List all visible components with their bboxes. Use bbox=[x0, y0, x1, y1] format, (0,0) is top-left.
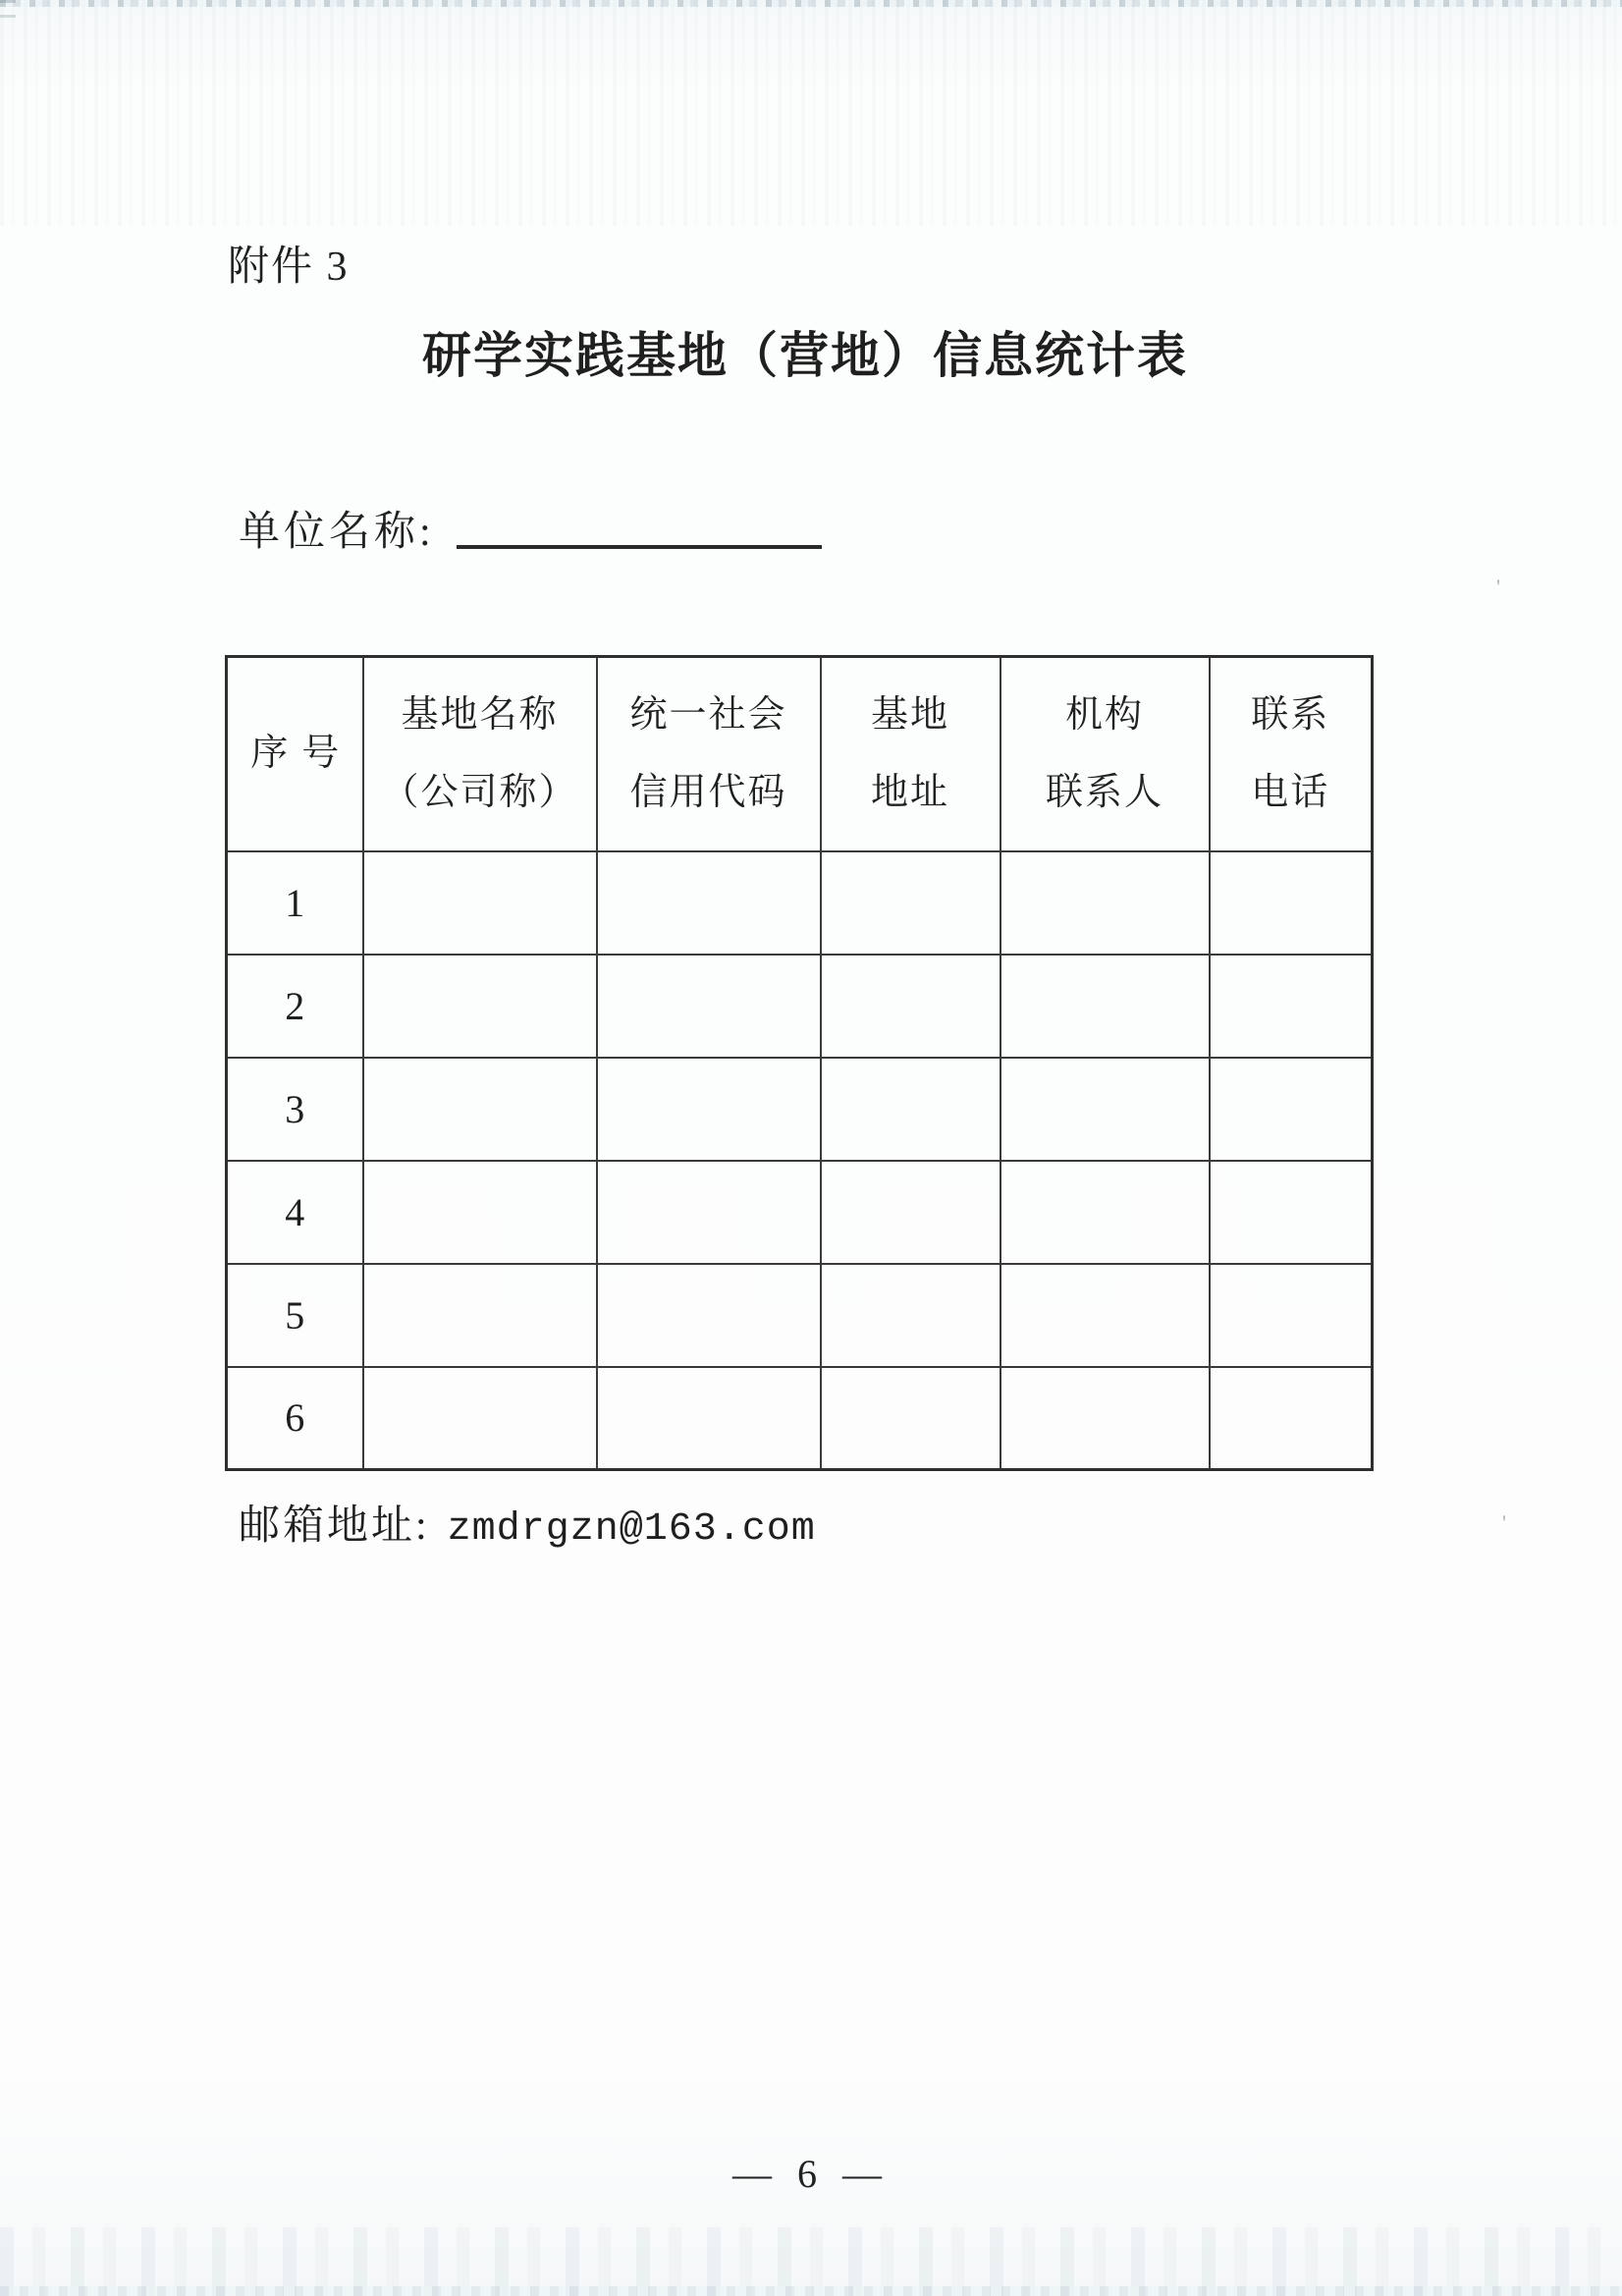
phone-cell bbox=[1210, 1161, 1373, 1264]
scan-texture-top bbox=[0, 0, 1622, 226]
table-row bbox=[227, 1264, 1373, 1367]
info-table-header bbox=[227, 657, 1373, 851]
table-row bbox=[227, 955, 1373, 1058]
header-row bbox=[227, 657, 1373, 851]
seq-cell: 1 bbox=[227, 851, 363, 955]
seq-cell: 2 bbox=[227, 955, 363, 1058]
scan-artifact: ' bbox=[1496, 574, 1500, 599]
credit-code-cell bbox=[597, 1264, 821, 1367]
contact-cell bbox=[1000, 955, 1210, 1058]
contact-cell bbox=[1000, 1367, 1210, 1470]
scan-artifact bbox=[0, 0, 16, 18]
phone-cell bbox=[1210, 1367, 1373, 1470]
document-title: 研学实践基地（营地）信息统计表 bbox=[422, 328, 1188, 383]
info-table-body bbox=[227, 851, 1373, 1470]
scan-artifact: ' bbox=[1502, 1510, 1506, 1535]
seq-cell: 3 bbox=[227, 1058, 363, 1161]
table-row bbox=[227, 1161, 1373, 1264]
scan-edge-bottom bbox=[0, 2286, 1622, 2296]
contact-cell bbox=[1000, 851, 1210, 955]
attachment-label: 附件 3 bbox=[228, 245, 350, 290]
contact-cell bbox=[1000, 1264, 1210, 1367]
page-number: — 6 — bbox=[732, 2152, 890, 2196]
base-name-cell bbox=[363, 955, 597, 1058]
contact-cell bbox=[1000, 1058, 1210, 1161]
email-label: 邮箱地址: bbox=[239, 1503, 430, 1549]
table-row bbox=[227, 1367, 1373, 1470]
table-header-seq: 序号 bbox=[227, 657, 363, 851]
phone-cell bbox=[1210, 1058, 1373, 1161]
contact-cell bbox=[1000, 1161, 1210, 1264]
email-row bbox=[239, 1493, 816, 1552]
base-name-cell bbox=[363, 1058, 597, 1161]
phone-cell bbox=[1210, 955, 1373, 1058]
table-header-contact-phone: 联系 电话 bbox=[1210, 657, 1373, 851]
table-header-contact-person: 机构 联系人 bbox=[1000, 657, 1210, 851]
address-cell bbox=[821, 955, 1000, 1058]
email-address: zmdrgzn@163.com bbox=[447, 1507, 816, 1552]
table-row bbox=[227, 1058, 1373, 1161]
scan-edge-top bbox=[0, 0, 1622, 7]
credit-code-cell bbox=[597, 1367, 821, 1470]
unit-name-label: 单位名称: bbox=[239, 510, 435, 555]
unit-name-blank-line bbox=[457, 504, 822, 549]
base-name-cell bbox=[363, 1264, 597, 1367]
address-cell bbox=[821, 1058, 1000, 1161]
address-cell bbox=[821, 1161, 1000, 1264]
credit-code-cell bbox=[597, 851, 821, 955]
address-cell bbox=[821, 1264, 1000, 1367]
credit-code-cell bbox=[597, 1161, 821, 1264]
table-header-credit-code: 统一社会 信用代码 bbox=[597, 657, 821, 851]
credit-code-cell bbox=[597, 1058, 821, 1161]
base-name-cell bbox=[363, 1367, 597, 1470]
phone-cell bbox=[1210, 1264, 1373, 1367]
seq-cell: 4 bbox=[227, 1161, 363, 1264]
table-row bbox=[227, 851, 1373, 955]
table-header-base-address: 基地 地址 bbox=[821, 657, 1000, 851]
seq-cell: 5 bbox=[227, 1264, 363, 1367]
seq-cell: 6 bbox=[227, 1367, 363, 1470]
info-table bbox=[225, 655, 1374, 1471]
address-cell bbox=[821, 1367, 1000, 1470]
base-name-cell bbox=[363, 1161, 597, 1264]
base-name-cell bbox=[363, 851, 597, 955]
phone-cell bbox=[1210, 851, 1373, 955]
credit-code-cell bbox=[597, 955, 821, 1058]
address-cell bbox=[821, 851, 1000, 955]
scan-texture-bottom bbox=[0, 2227, 1622, 2296]
table-header-base-name: 基地名称 （公司称） bbox=[363, 657, 597, 851]
unit-name-row bbox=[239, 499, 822, 558]
